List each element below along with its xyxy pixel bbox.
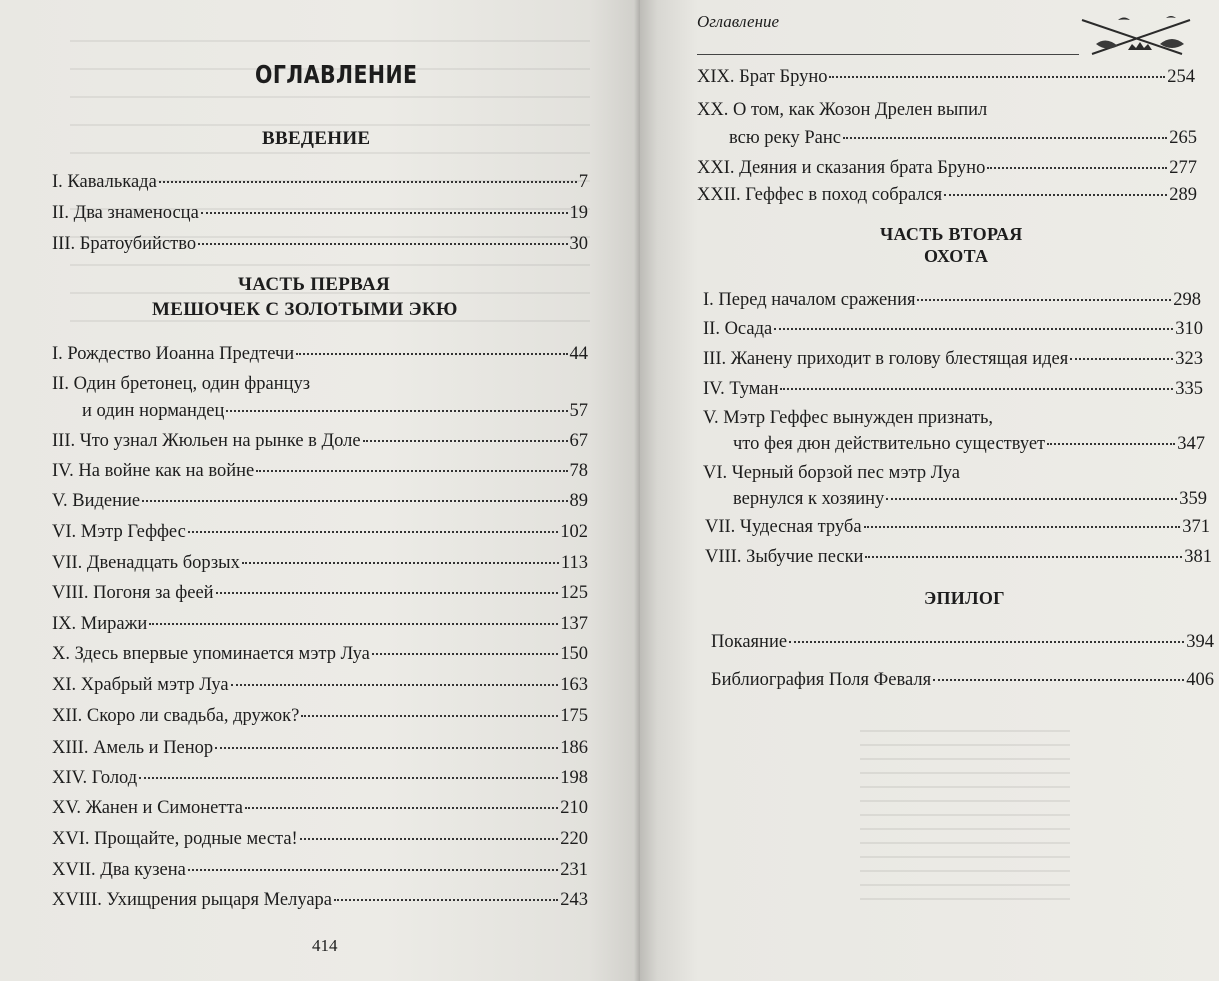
part2-heading-line2: ОХОТА xyxy=(924,246,989,266)
epilogue-heading: ЭПИЛОГ xyxy=(924,588,1005,608)
toc-entry[interactable]: I. Перед началом сражения 298 xyxy=(703,290,1201,310)
page-number: 414 xyxy=(312,936,338,955)
toc-entry[interactable]: XIV. Голод 198 xyxy=(52,768,588,788)
toc-entry[interactable]: что фея дюн действительно существует 347 xyxy=(733,434,1205,454)
toc-entry[interactable]: XXI. Деяния и сказания брата Бруно 277 xyxy=(697,158,1197,178)
toc-entry-first-line: XX. О том, как Жозон Дрелен выпил xyxy=(697,100,988,120)
toc-entry[interactable]: II. Осада 310 xyxy=(703,319,1203,339)
toc-entry[interactable]: IX. Миражи 137 xyxy=(52,614,588,634)
toc-entry[interactable]: V. Видение 89 xyxy=(52,491,588,511)
toc-entry[interactable]: XV. Жанен и Симонетта 210 xyxy=(52,798,588,818)
toc-entry[interactable]: I. Рождество Иоанна Предтечи 44 xyxy=(52,344,588,364)
toc-entry[interactable]: и один нормандец 57 xyxy=(82,401,588,421)
toc-entry[interactable]: XIII. Амель и Пенор 186 xyxy=(52,738,588,758)
toc-entry[interactable]: XVI. Прощайте, родные места! 220 xyxy=(52,829,588,849)
toc-entry[interactable]: I. Кавалькада 7 xyxy=(52,172,588,192)
toc-entry[interactable]: VI. Мэтр Геффес 102 xyxy=(52,522,588,542)
toc-entry[interactable]: III. Братоубийство 30 xyxy=(52,234,588,254)
intro-heading: ВВЕДЕНИЕ xyxy=(262,128,371,149)
toc-title: ОГЛАВЛЕНИЕ xyxy=(255,60,418,89)
toc-entry[interactable]: III. Что узнал Жюльен на рынке в Доле 67 xyxy=(52,431,588,451)
toc-entry[interactable]: XXII. Геффес в поход собрался 289 xyxy=(697,185,1197,205)
toc-entry[interactable]: вернулся к хозяину 359 xyxy=(733,489,1207,509)
toc-entry[interactable]: XIX. Брат Бруно 254 xyxy=(697,67,1195,87)
toc-entry[interactable]: IV. На войне как на войне 78 xyxy=(52,461,588,481)
toc-entry[interactable]: Покаяние 394 xyxy=(711,632,1214,652)
toc-entry[interactable]: III. Жанену приходит в голову блестящая идея 323 xyxy=(703,349,1203,369)
toc-entry[interactable]: XVII. Два кузена 231 xyxy=(52,860,588,880)
toc-entry[interactable]: VII. Чудесная труба 371 xyxy=(705,517,1210,537)
part2-heading-line1: ЧАСТЬ ВТОРАЯ xyxy=(880,224,1023,244)
crossed-swords-ornament-icon xyxy=(1078,14,1198,60)
toc-entry[interactable]: IV. Туман 335 xyxy=(703,379,1203,399)
show-through-text xyxy=(860,730,1070,900)
toc-entry[interactable]: Библиография Поля Феваля 406 xyxy=(711,670,1214,690)
toc-entry[interactable]: X. Здесь впервые упоминается мэтр Луа 150 xyxy=(52,644,588,664)
header-rule xyxy=(697,54,1079,55)
toc-entry-first-line: V. Мэтр Геффес вынужден признать, xyxy=(703,408,994,428)
running-head: Оглавление xyxy=(697,12,780,31)
toc-entry[interactable]: XII. Скоро ли свадьба, дружок? 175 xyxy=(52,706,588,726)
toc-entry[interactable]: VIII. Погоня за феей 125 xyxy=(52,583,588,603)
toc-entry[interactable]: всю реку Ранс 265 xyxy=(729,128,1197,148)
toc-entry[interactable]: VIII. Зыбучие пески 381 xyxy=(705,547,1212,567)
toc-entry[interactable]: II. Два знаменосца 19 xyxy=(52,203,588,223)
part1-heading-line2: МЕШОЧЕК С ЗОЛОТЫМИ ЭКЮ xyxy=(152,299,458,320)
toc-entry-first-line: II. Один бретонец, один француз xyxy=(52,374,311,394)
part1-heading-line1: ЧАСТЬ ПЕРВАЯ xyxy=(238,274,391,295)
toc-entry-first-line: VI. Черный борзой пес мэтр Луа xyxy=(703,463,960,483)
toc-entry[interactable]: VII. Двенадцать борзых 113 xyxy=(52,553,588,573)
toc-entry[interactable]: XVIII. Ухищрения рыцаря Мелуара 243 xyxy=(52,890,588,910)
toc-entry[interactable]: XI. Храбрый мэтр Луа 163 xyxy=(52,675,588,695)
